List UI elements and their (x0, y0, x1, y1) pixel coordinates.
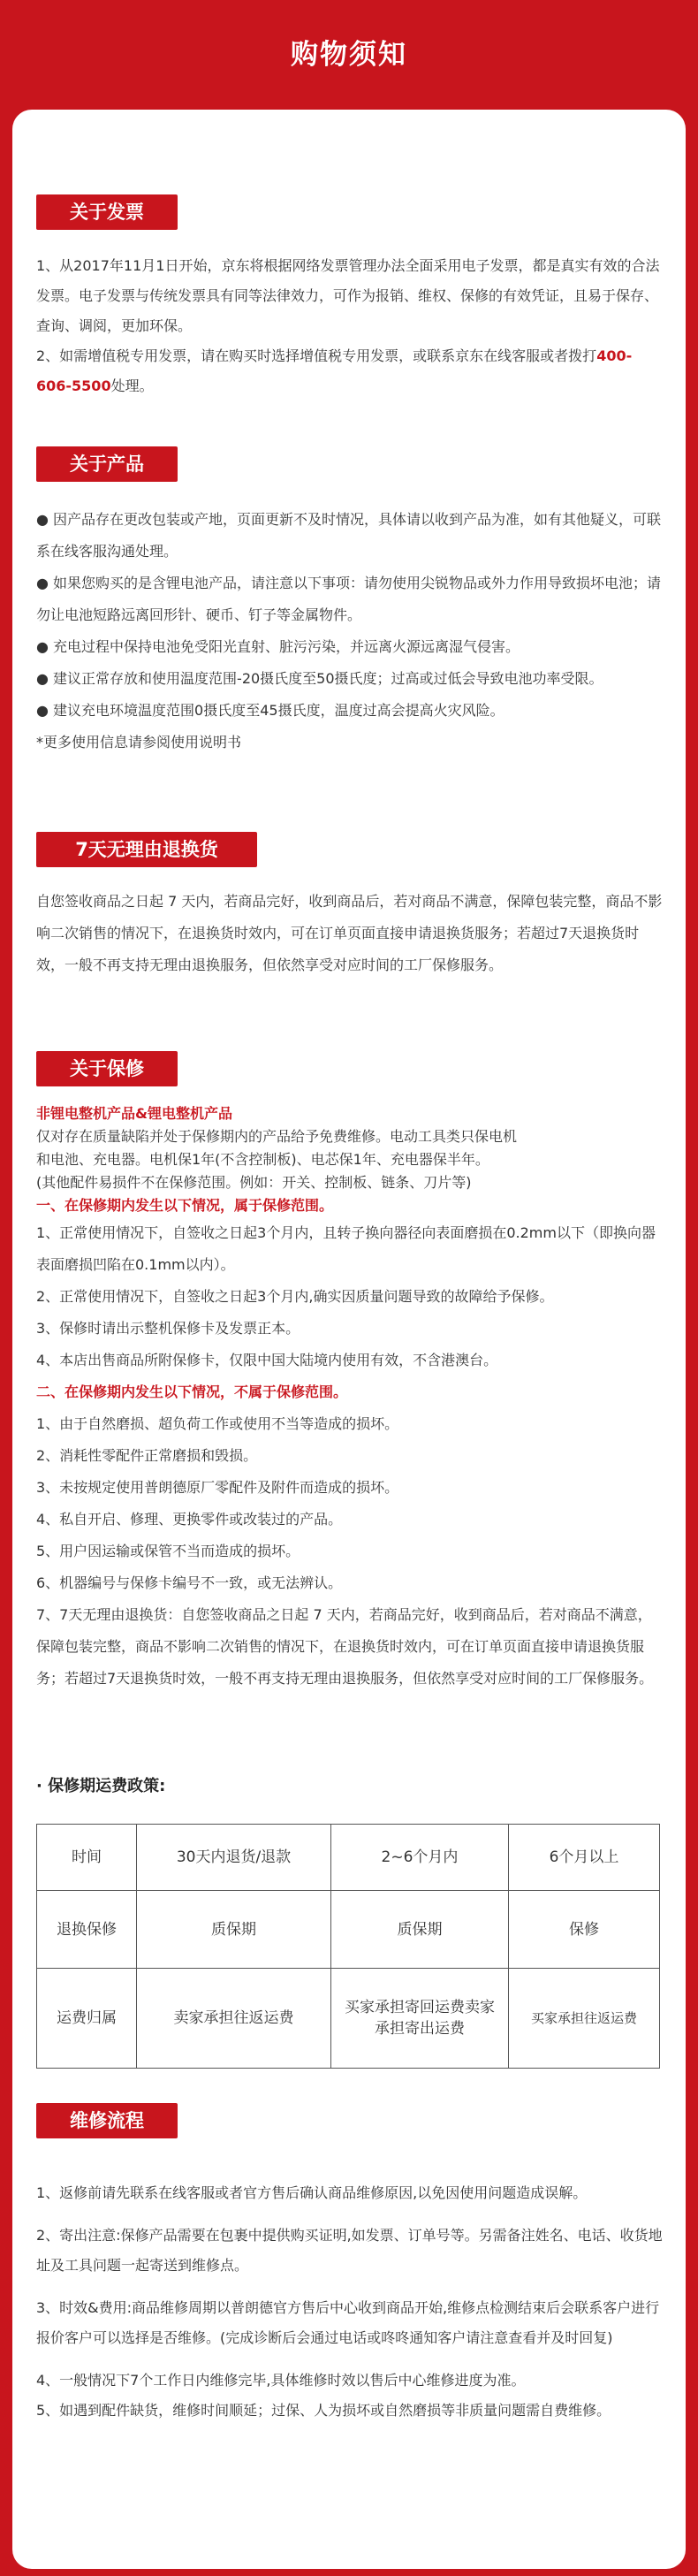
table-cell: 运费归属 (37, 1969, 137, 2069)
product-bullet-3: ● 充电过程中保持电池免受阳光直射、脏污污染，并远离火源远离湿气侵害。 (36, 638, 520, 655)
warranty-intro (36, 1102, 665, 1217)
table-row (37, 1969, 660, 2069)
warranty-in-2: 2、正常使用情况下，自签收之日起3个月内,确实因质量问题导致的故障给予保修。 (36, 1288, 554, 1305)
repair-step-4: 4、一般情况下7个工作日内维修完毕,具体维修时效以售后中心维修进度为准。 (36, 2372, 526, 2389)
product-note: *更多使用信息请参阅使用说明书 (36, 734, 242, 751)
section-heading-repair: 维修流程 (36, 2103, 178, 2138)
section-heading-return: 7天无理由退换货 (36, 832, 257, 867)
warranty-subtitle: 非锂电整机产品&锂电整机产品 (36, 1105, 232, 1122)
product-bullet-2: ● 如果您购买的是含锂电池产品，请注意以下事项：请勿使用尖锐物品或外力作用导致损坏电池；请勿让电池短路远离回形针、硬币、钉子等金属物件。 (36, 575, 662, 623)
section-heading-warranty: 关于保修 (36, 1051, 178, 1086)
warranty-text (36, 1102, 665, 1695)
warranty-out-1: 1、由于自然磨损、超负荷工作或使用不当等造成的损坏。 (36, 1415, 399, 1432)
warranty-in-3: 3、保修时请出示整机保修卡及发票正本。 (36, 1320, 300, 1337)
table-header-row (37, 1825, 660, 1891)
warranty-out-2: 2、消耗性零配件正常磨损和毁损。 (36, 1447, 258, 1464)
table-cell: 质保期 (331, 1891, 509, 1969)
table-cell: 30天内退货/退款 (137, 1825, 331, 1891)
header-banner (0, 0, 698, 110)
section-heading-product: 关于产品 (36, 446, 178, 482)
warranty-out-6: 6、机器编号与保修卡编号不一致，或无法辨认。 (36, 1574, 343, 1591)
invoice-paragraph-1: 1、从2017年11月1日开始，京东将根据网络发票管理办法全面采用电子发票，都是真实有效的合法发票。电子发票与传统发票具有同等法律效力，可作为报销、维权、保修的有效凭证，且易于保存、查询、调阅，更加环保。 (36, 257, 660, 334)
table-cell: 质保期 (137, 1891, 331, 1969)
table-cell: 卖家承担往返运费 (137, 1969, 331, 2069)
table-cell: 时间 (37, 1825, 137, 1891)
policy-title: · 保修期运费政策: (36, 1777, 166, 1795)
phone-number[interactable]: 400-606-5500 (36, 347, 633, 394)
warranty-in-title: 一、在保修期内发生以下情况，属于保修范围。 (36, 1197, 334, 1214)
shipping-fee-table (36, 1824, 660, 2069)
table-cell: 2~6个月内 (331, 1825, 509, 1891)
table-row (37, 1891, 660, 1969)
repair-step-5: 5、如遇到配件缺货，维修时间顺延；过保、人为损坏或自然磨损等非质量问题需自费维修。 (36, 2402, 611, 2419)
page-title: 购物须知 (291, 39, 407, 71)
warranty-out-title: 二、在保修期内发生以下情况，不属于保修范围。 (36, 1383, 348, 1400)
warranty-out-5: 5、用户因运输或保管不当而造成的损坏。 (36, 1543, 300, 1559)
repair-step-2: 2、寄出注意:保修产品需要在包裹中提供购买证明,如发票、订单号等。另需备注姓名、电话、收货地址及工具问题一起寄送到维修点。 (36, 2227, 663, 2274)
table-cell: 退换保修 (37, 1891, 137, 1969)
warranty-list (36, 1217, 665, 1695)
invoice-text (36, 251, 665, 401)
table-cell: 买家承担寄回运费卖家承担寄出运费 (331, 1969, 509, 2069)
repair-step-1: 1、返修前请先联系在线客服或者官方售后确认商品维修原因,以免因使用问题造成误解。 (36, 2184, 588, 2201)
table-cell: 6个月以上 (509, 1825, 660, 1891)
invoice-p2-after: 处理。 (110, 377, 154, 394)
product-text (36, 504, 665, 758)
warranty-in-1: 1、正常使用情况下，自签收之日起3个月内，且转子换向器径向表面磨损在0.2mm以下（即换向器表面磨损凹陷在0.1mm以内）。 (36, 1224, 656, 1273)
repair-text (36, 2178, 665, 2426)
warranty-in-4: 4、本店出售商品所附保修卡，仅限中国大陆境内使用有效，不含港澳台。 (36, 1352, 498, 1368)
warranty-out-3: 3、未按规定使用普朗德原厂零配件及附件而造成的损坏。 (36, 1479, 399, 1496)
invoice-paragraph-2 (36, 341, 665, 401)
return-text: 自您签收商品之日起 7 天内，若商品完好，收到商品后，若对商品不满意，保障包装完整，商品不影响二次销售的情况下，在退换货时效内，可在订单页面直接申请退换货服务；若超过7天退换货时效，一般不再支持无理由退换服务，但依然享受对应时间的工厂保修服务。 (36, 893, 663, 973)
warranty-intro-1: 仅对存在质量缺陷并处于保修期内的产品给予免费维修。电动工具类只保电机 (36, 1128, 518, 1145)
warranty-out-7: 7、7天无理由退换货：自您签收商品之日起 7 天内，若商品完好，收到商品后，若对商品不满意，保障包装完整，商品不影响二次销售的情况下，在退换货时效内，可在订单页面直接申请退换货服务；若超过7天退换货时效，一般不再支持无理由退换服务，但依然享受对应时间的工厂保修服务。 (36, 1606, 654, 1687)
product-bullet-4: ● 建议正常存放和使用温度范围-20摄氏度至50摄氏度；过高或过低会导致电池功率受限。 (36, 670, 603, 687)
table-cell: 保修 (509, 1891, 660, 1969)
invoice-p2-before: 2、如需增值税专用发票，请在购买时选择增值税专用发票，或联系京东在线客服或者拨打 (36, 347, 597, 364)
warranty-out-4: 4、私自开启、修理、更换零件或改装过的产品。 (36, 1511, 343, 1528)
table-cell: 买家承担往返运费 (509, 1969, 660, 2069)
warranty-intro-2: 和电池、充电器。电机保1年(不含控制板)、电芯保1年、充电器保半年。 (36, 1151, 489, 1168)
product-bullet-1: ● 因产品存在更改包装或产地，页面更新不及时情况，具体请以收到产品为准，如有其他疑义，可联系在线客服沟通处理。 (36, 511, 662, 560)
content-card (12, 110, 686, 2569)
section-heading-invoice: 关于发票 (36, 194, 178, 230)
repair-step-3: 3、时效&费用:商品维修周期以普朗德官方售后中心收到商品开始,维修点检测结束后会联系客户进行报价客户可以选择是否维修。(完成诊断后会通过电话或咚咚通知客户请注意查看并及时回复) (36, 2299, 660, 2346)
product-bullet-5: ● 建议充电环境温度范围0摄氏度至45摄氏度，温度过高会提高火灾风险。 (36, 702, 505, 719)
warranty-intro-3: (其他配件易损件不在保修范围。例如：开关、控制板、链条、刀片等) (36, 1174, 472, 1191)
